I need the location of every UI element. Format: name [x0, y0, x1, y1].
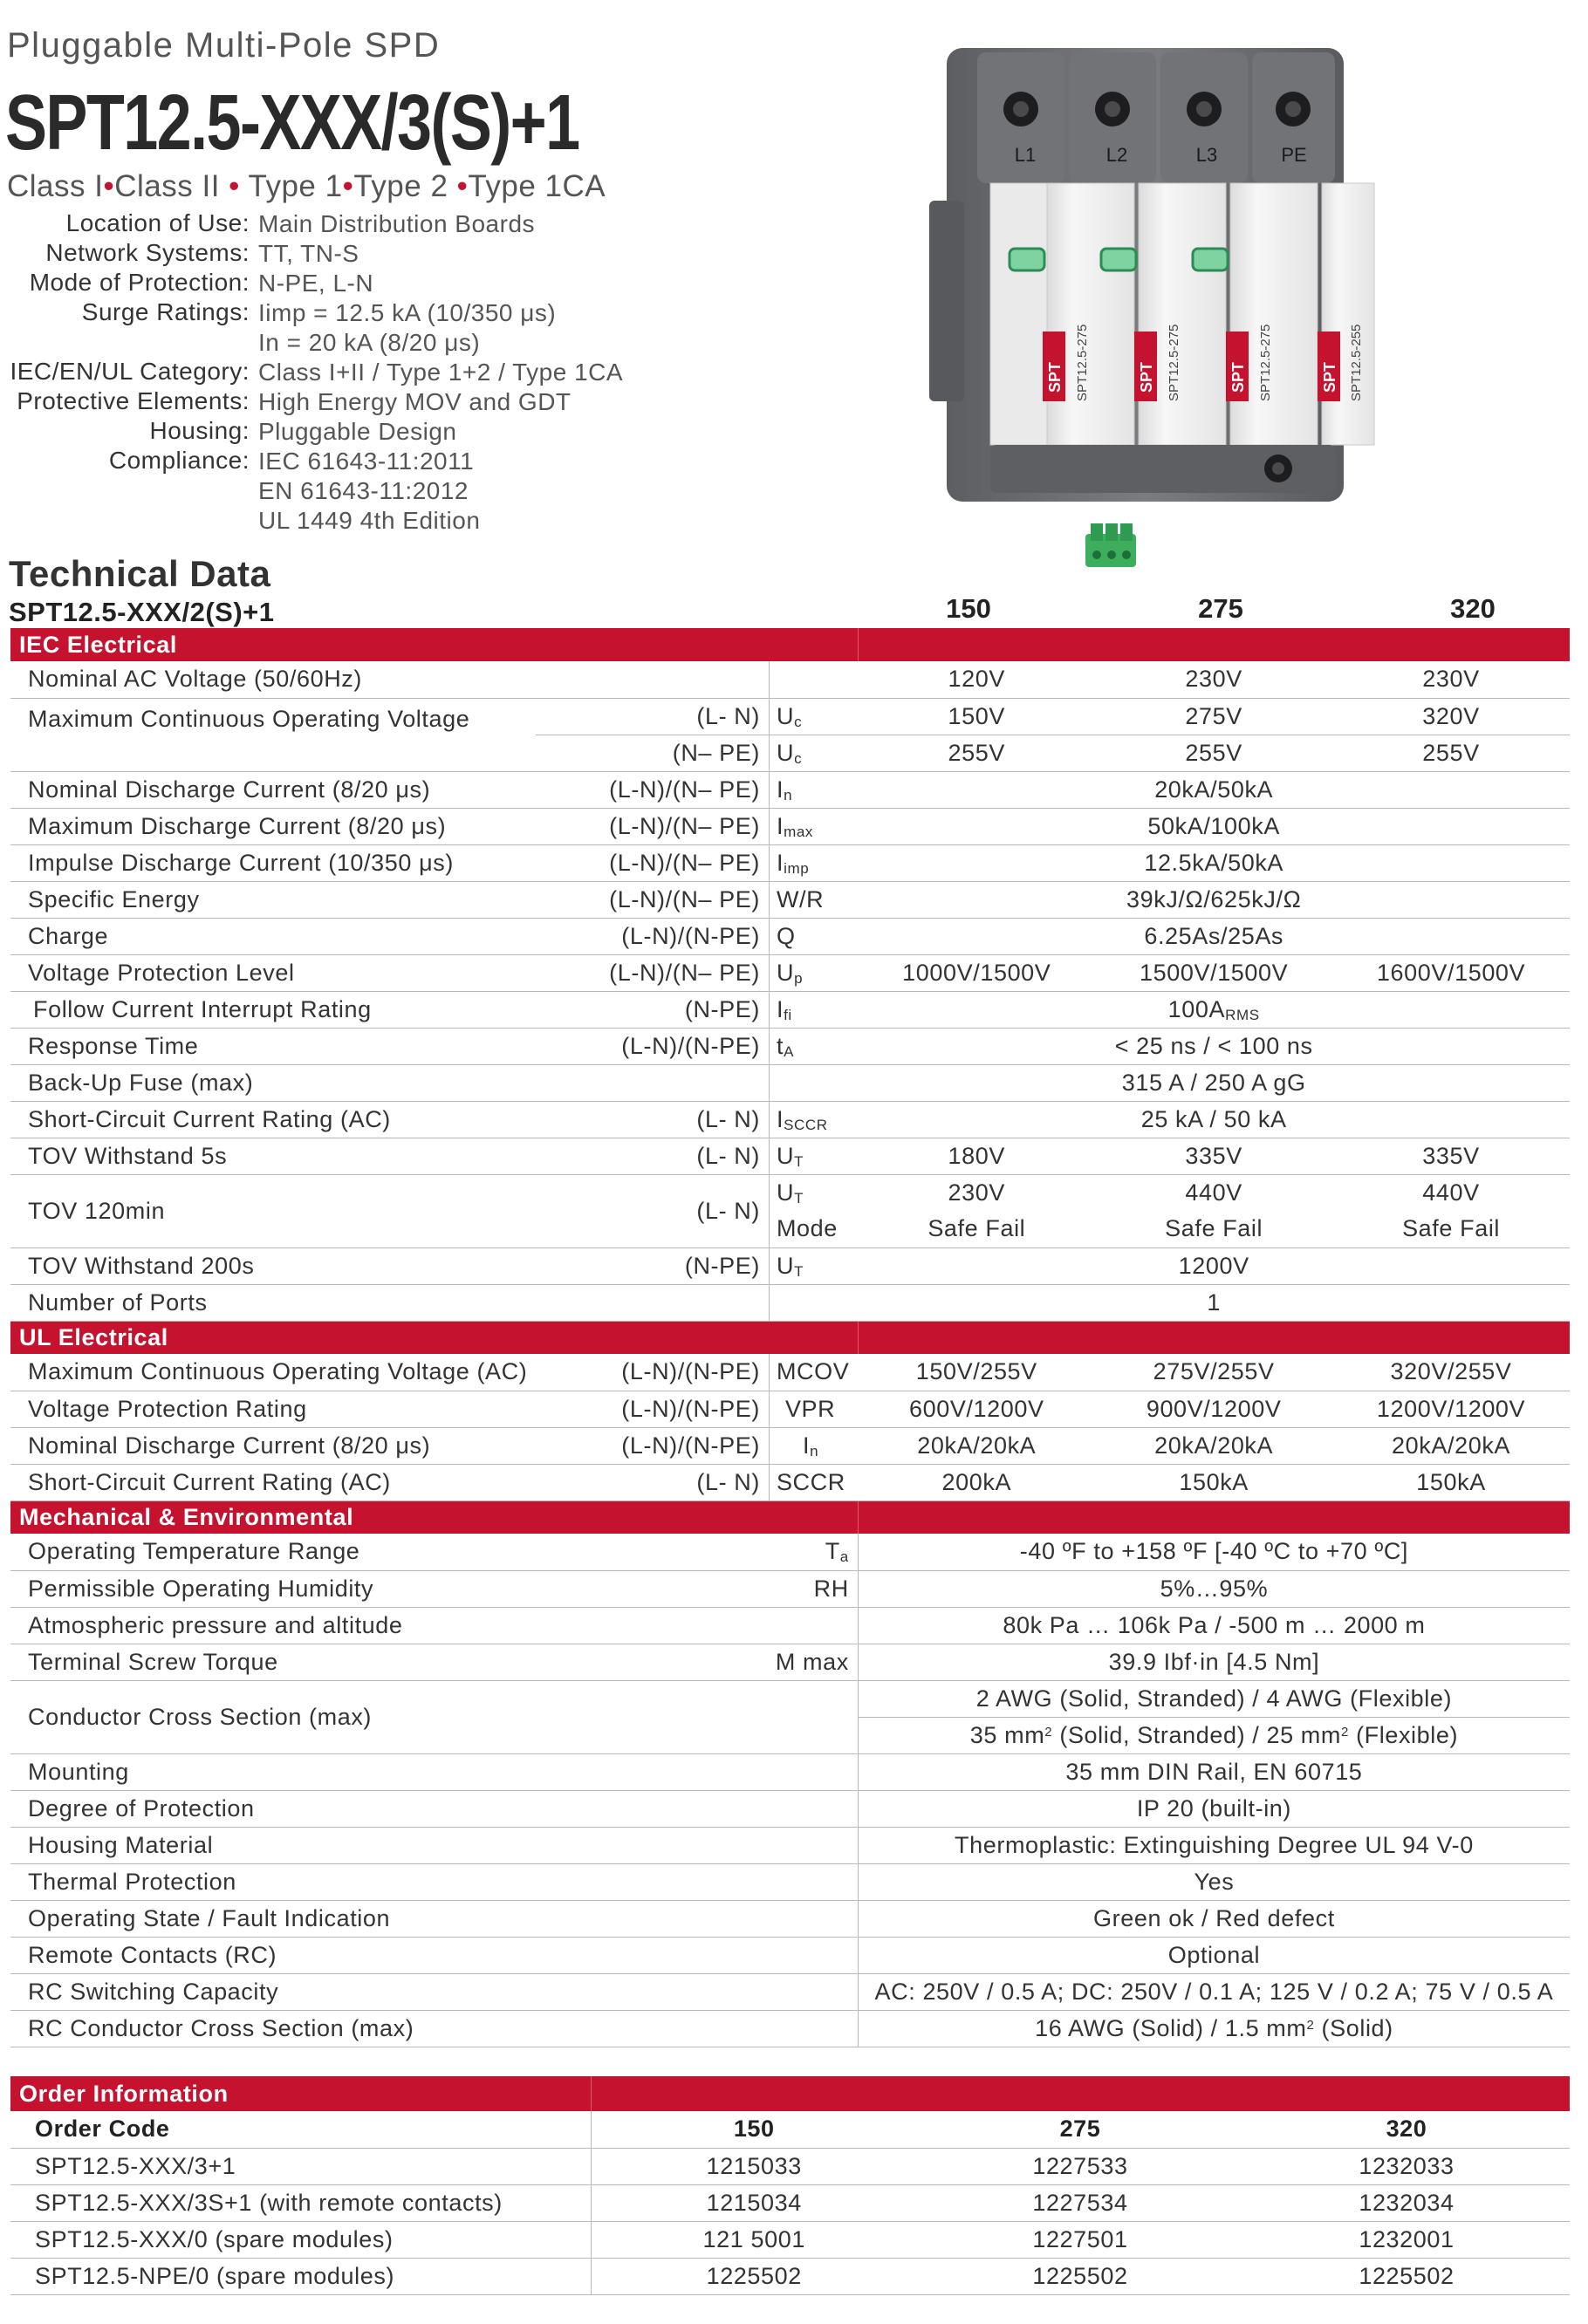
param-condition: (N-PE)	[536, 1247, 769, 1284]
product-photo	[929, 35, 1405, 523]
table-row	[10, 918, 1570, 954]
table-row	[10, 2221, 1570, 2258]
param-value: 20kA/20kA	[1332, 1427, 1570, 1464]
param-value: 230V	[948, 1179, 1006, 1206]
order-code: 1232033	[1243, 2148, 1570, 2184]
screw-icon	[1285, 101, 1301, 117]
order-code-header: Order Code	[10, 2111, 591, 2148]
param-value: 2 AWG (Solid, Stranded) / 4 AWG (Flexible)	[858, 1680, 1570, 1717]
spec-label: Surge Ratings:	[81, 298, 250, 325]
param-condition: (L- N)	[536, 698, 769, 735]
param-symbol: I	[776, 1105, 784, 1132]
class-types	[7, 169, 606, 204]
module	[1230, 183, 1318, 445]
param-name: Degree of Protection	[10, 1790, 536, 1827]
param-symbol-sub: c	[794, 713, 803, 730]
spec-label: Housing:	[149, 417, 250, 444]
table-header-row	[10, 2111, 1570, 2148]
param-value: 150kA	[1095, 1464, 1332, 1500]
module-model: SPT12.5-255	[1349, 324, 1364, 401]
param-name: Maximum Discharge Current (8/20 μs)	[10, 808, 536, 844]
param-name: Back-Up Fuse (max)	[10, 1064, 536, 1101]
param-condition: (N-PE)	[536, 991, 769, 1028]
order-code: 1215033	[591, 2148, 917, 2184]
screw-icon	[1013, 101, 1029, 117]
param-value: Yes	[858, 1863, 1570, 1900]
param-condition: (L- N)	[536, 1101, 769, 1138]
status-indicator-icon	[1010, 249, 1044, 270]
module	[990, 183, 1047, 445]
spec-value: Pluggable Design	[258, 418, 457, 445]
table-row	[10, 1863, 1570, 1900]
order-information-table	[10, 2076, 1570, 2295]
param-value: Thermoplastic: Extinguishing Degree UL 94 V-0	[858, 1827, 1570, 1863]
param-symbol: I	[776, 776, 784, 803]
param-symbol: U	[776, 1179, 795, 1206]
param-value: 150V/255V	[858, 1354, 1095, 1391]
column-header: 275	[1198, 593, 1243, 624]
section-title: IEC Electrical	[10, 628, 858, 661]
brand-logo: SPT	[1138, 361, 1155, 393]
table-row	[10, 881, 1570, 918]
terminal-block	[977, 52, 1335, 183]
column-header: 150	[946, 593, 991, 624]
param-value: 230V	[1095, 661, 1332, 698]
param-value: 39kJ/Ω/625kJ/Ω	[858, 881, 1570, 918]
param-symbol-sub: A	[784, 1042, 795, 1060]
param-value: 1500V/1500V	[1095, 954, 1332, 991]
param-value: (Solid, Stranded) / 25 mm	[1059, 1721, 1341, 1748]
table-row	[10, 1570, 1570, 1607]
section-header-ul	[10, 1321, 1570, 1354]
param-symbol: M max	[536, 1644, 858, 1680]
param-symbol-sub: a	[839, 1548, 849, 1566]
param-value: 6.25As/25As	[858, 918, 1570, 954]
param-name: TOV Withstand 5s	[10, 1138, 536, 1174]
param-name: TOV Withstand 200s	[10, 1247, 536, 1284]
param-name: RC Conductor Cross Section (max)	[10, 2010, 536, 2047]
table-row	[10, 1900, 1570, 1937]
param-value: Safe Fail	[858, 1211, 1095, 1247]
section-title: Mechanical & Environmental	[10, 1500, 858, 1534]
param-value: 1200V/1200V	[1332, 1391, 1570, 1427]
param-condition: (L-N)/(N– PE)	[536, 808, 769, 844]
order-code: 1225502	[917, 2258, 1243, 2294]
superscript: 2	[1341, 1724, 1349, 1740]
param-symbol: U	[776, 959, 795, 986]
param-symbol: I	[776, 812, 784, 839]
spec-compliance	[7, 447, 810, 536]
superscript: 2	[1044, 1724, 1053, 1740]
param-value: 335V	[1332, 1138, 1570, 1174]
spec-value: In = 20 kA (8/20 μs)	[258, 329, 481, 356]
param-value: 275V	[1095, 698, 1332, 735]
param-value: 20kA/50kA	[858, 771, 1570, 808]
order-name: SPT12.5-XXX/0 (spare modules)	[10, 2221, 591, 2258]
table-row	[10, 1427, 1570, 1464]
bullet-icon: •	[342, 169, 354, 203]
param-value: 1	[858, 1284, 1570, 1321]
param-condition: (N– PE)	[536, 735, 769, 771]
param-value: 1600V/1500V	[1332, 954, 1570, 991]
pluggable-modules	[990, 183, 1374, 445]
table-row	[10, 1937, 1570, 1973]
superscript: 2	[1306, 2017, 1315, 2033]
param-name: Voltage Protection Level	[10, 954, 536, 991]
param-symbol-sub: SCCR	[784, 1116, 828, 1133]
param-symbol: I	[776, 849, 784, 876]
status-indicator-icon	[1101, 249, 1136, 270]
param-value: 600V/1200V	[858, 1391, 1095, 1427]
param-condition: (L-N)/(N-PE)	[536, 1354, 769, 1391]
table-row	[10, 1790, 1570, 1827]
param-condition: (L-N)/(N-PE)	[536, 1391, 769, 1427]
module	[1322, 183, 1374, 445]
param-name: Operating Temperature Range	[10, 1534, 536, 1570]
order-code: 1227533	[917, 2148, 1243, 2184]
param-symbol: U	[776, 1142, 795, 1169]
param-value: 150kA	[1332, 1464, 1570, 1500]
param-symbol: VPR	[769, 1391, 858, 1427]
table-row	[10, 2258, 1570, 2294]
param-symbol-sub: n	[810, 1442, 819, 1459]
class-item: Type 1	[239, 169, 343, 203]
table-row	[10, 954, 1570, 991]
technical-model: SPT12.5-XXX/2(S)+1	[9, 597, 275, 627]
param-symbol-sub: imp	[784, 859, 810, 877]
param-name: Nominal Discharge Current (8/20 μs)	[10, 1427, 536, 1464]
param-condition: (L- N)	[536, 1138, 769, 1174]
table-row	[10, 1680, 1570, 1717]
table-row	[10, 1753, 1570, 1790]
param-condition: (L- N)	[536, 1174, 769, 1247]
technical-data-title: Technical Data	[9, 553, 271, 594]
spec-label: IEC/EN/UL Category:	[10, 358, 250, 385]
param-name: Short-Circuit Current Rating (AC)	[10, 1464, 536, 1500]
spec-location	[7, 209, 810, 239]
spec-value: N-PE, L-N	[258, 270, 374, 297]
table-row	[10, 991, 1570, 1028]
param-name: Remote Contacts (RC)	[10, 1937, 536, 1973]
param-value: 20kA/20kA	[858, 1427, 1095, 1464]
order-name: SPT12.5-NPE/0 (spare modules)	[10, 2258, 591, 2294]
spec-value: Iimp = 12.5 kA (10/350 μs)	[258, 299, 557, 326]
param-symbol-sub: fi	[784, 1006, 792, 1023]
spec-label: Compliance:	[108, 447, 250, 474]
param-symbol: t	[776, 1032, 784, 1059]
screw-icon	[1196, 101, 1212, 117]
param-symbol-sub: n	[784, 786, 793, 803]
param-symbol: RH	[536, 1570, 858, 1607]
param-value: (Flexible)	[1356, 1721, 1459, 1748]
param-name: Permissible Operating Humidity	[10, 1570, 536, 1607]
table-row	[10, 1354, 1570, 1391]
brand-logo: SPT	[1321, 361, 1338, 393]
param-value: 120V	[858, 661, 1095, 698]
din-clip	[929, 201, 964, 401]
class-item: Type 1CA	[468, 169, 606, 203]
param-symbol: Q	[769, 918, 858, 954]
section-title: Order Information	[10, 2076, 591, 2111]
param-condition: (L-N)/(N– PE)	[536, 954, 769, 991]
spec-mode	[7, 269, 810, 298]
param-value: 440V	[1422, 1179, 1480, 1206]
table-row	[10, 1174, 1570, 1211]
product-title: SPT12.5-XXX/3(S)+1	[5, 79, 579, 167]
order-code: 1225502	[1243, 2258, 1570, 2294]
module	[1139, 183, 1226, 445]
spec-value: Main Distribution Boards	[258, 210, 536, 237]
table-row	[10, 1391, 1570, 1427]
param-value: Safe Fail	[1095, 1211, 1332, 1247]
module-model: SPT12.5-275	[1258, 324, 1273, 401]
param-name: Conductor Cross Section (max)	[10, 1680, 536, 1753]
param-symbol: U	[776, 739, 795, 766]
spec-value: Class I+II / Type 1+2 / Type 1CA	[258, 359, 624, 386]
table-row	[10, 698, 1570, 735]
param-value: 1000V/1500V	[858, 954, 1095, 991]
param-symbol-sub: T	[794, 1189, 804, 1206]
terminal-label: L2	[1105, 144, 1128, 166]
param-symbol: MCOV	[769, 1354, 858, 1391]
param-symbol-sub: T	[794, 1152, 804, 1170]
table-row	[10, 1827, 1570, 1863]
param-value: 320V/255V	[1332, 1354, 1570, 1391]
table-row	[10, 1464, 1570, 1500]
spec-surge	[7, 298, 810, 358]
param-value: 12.5kA/50kA	[858, 844, 1570, 881]
table-row	[10, 1247, 1570, 1284]
param-value: 255V	[1095, 735, 1332, 771]
status-indicator-icon	[1193, 249, 1228, 270]
param-value: 335V	[1095, 1138, 1332, 1174]
param-name: Impulse Discharge Current (10/350 μs)	[10, 844, 536, 881]
spec-housing	[7, 417, 810, 447]
param-value: 16 AWG (Solid) / 1.5 mm	[1035, 2014, 1307, 2041]
screw-icon	[1105, 101, 1120, 117]
screw-icon	[1272, 462, 1284, 475]
order-name: SPT12.5-XXX/3+1	[10, 2148, 591, 2184]
order-name: SPT12.5-XXX/3S+1 (with remote contacts)	[10, 2184, 591, 2221]
param-name: Housing Material	[10, 1827, 536, 1863]
table-row	[10, 844, 1570, 881]
param-symbol: W/R	[769, 881, 858, 918]
order-code: 1215034	[591, 2184, 917, 2221]
spec-elements	[7, 387, 810, 417]
table-row	[10, 1644, 1570, 1680]
param-condition: (L-N)/(N– PE)	[536, 844, 769, 881]
param-symbol: T	[825, 1538, 840, 1565]
table-row	[10, 2010, 1570, 2047]
table-row	[10, 1064, 1570, 1101]
param-value: 315 A / 250 A gG	[858, 1064, 1570, 1101]
param-name: Number of Ports	[10, 1284, 536, 1321]
param-name: Voltage Protection Rating	[10, 1391, 536, 1427]
terminal-label: L1	[1014, 144, 1037, 166]
param-condition: (L-N)/(N-PE)	[536, 1427, 769, 1464]
param-symbol: Mode	[769, 1211, 858, 1247]
param-value: 900V/1200V	[1095, 1391, 1332, 1427]
param-condition: (L-N)/(N-PE)	[536, 1028, 769, 1064]
spec-value: High Energy MOV and GDT	[258, 388, 572, 415]
param-value: 150V	[858, 698, 1095, 735]
param-symbol: U	[776, 1252, 795, 1279]
param-condition: (L-N)/(N– PE)	[536, 771, 769, 808]
param-name: Charge	[10, 918, 536, 954]
param-value: 35 mm	[969, 1721, 1045, 1748]
table-row	[10, 1284, 1570, 1321]
bullet-icon: •	[229, 169, 240, 203]
order-code: 1232001	[1243, 2221, 1570, 2258]
spec-network	[7, 239, 810, 269]
brand-logo: SPT	[1229, 361, 1247, 393]
param-value: -40 ºF to +158 ºF [-40 ºC to +70 ºC]	[858, 1534, 1570, 1570]
column-header: 150	[591, 2111, 917, 2148]
order-code: 1225502	[591, 2258, 917, 2294]
param-value: IP 20 (built-in)	[858, 1790, 1570, 1827]
param-value: 180V	[858, 1138, 1095, 1174]
param-value: 320V	[1332, 698, 1570, 735]
param-value: < 25 ns / < 100 ns	[858, 1028, 1570, 1064]
param-value: 39.9 Ibf·in [4.5 Nm]	[858, 1644, 1570, 1680]
param-value: 230V	[1332, 661, 1570, 698]
param-name: Maximum Continuous Operating Voltage (AC)	[10, 1354, 536, 1391]
class-item: Type 2	[353, 169, 457, 203]
order-code: 1227534	[917, 2184, 1243, 2221]
param-name: Follow Current Interrupt Rating	[10, 991, 536, 1028]
param-value: Green ok / Red defect	[858, 1900, 1570, 1937]
spec-label: Network Systems:	[45, 239, 250, 266]
param-symbol-sub: T	[794, 1262, 804, 1280]
param-value: 25 kA / 50 kA	[858, 1101, 1570, 1138]
table-row	[10, 2184, 1570, 2221]
table-row	[10, 1101, 1570, 1138]
order-code: 1232034	[1243, 2184, 1570, 2221]
class-item: Class II	[114, 169, 229, 203]
param-value: 100A	[1167, 995, 1226, 1022]
param-value: (Solid)	[1314, 2014, 1393, 2041]
param-name: Operating State / Fault Indication	[10, 1900, 536, 1937]
param-value: Safe Fail	[1332, 1211, 1570, 1247]
param-name: Thermal Protection	[10, 1863, 536, 1900]
bullet-icon: •	[456, 169, 469, 203]
spec-value: UL 1449 4th Edition	[258, 507, 481, 534]
order-code: 121 5001	[591, 2221, 917, 2258]
param-value: 5%…95%	[858, 1570, 1570, 1607]
product-subtitle: Pluggable Multi-Pole SPD	[7, 26, 441, 65]
section-header-mech	[10, 1500, 1570, 1534]
spec-label: Protective Elements:	[17, 387, 250, 414]
table-row	[10, 1028, 1570, 1064]
order-code: 1227501	[917, 2221, 1243, 2258]
table-row	[10, 808, 1570, 844]
spec-value: IEC 61643-11:2011	[258, 448, 475, 475]
param-value: 440V	[1185, 1179, 1242, 1206]
table-row	[10, 2148, 1570, 2184]
param-value: 200kA	[858, 1464, 1095, 1500]
table-row	[10, 1607, 1570, 1644]
param-name: Nominal AC Voltage (50/60Hz)	[10, 661, 536, 698]
section-header-iec	[10, 628, 1570, 661]
param-condition: (L-N)/(N-PE)	[536, 918, 769, 954]
spec-category	[7, 358, 810, 387]
column-header: 320	[1450, 593, 1496, 624]
param-symbol-sub: c	[794, 749, 803, 767]
module-model: SPT12.5-275	[1075, 324, 1090, 401]
param-name: Maximum Continuous Operating Voltage	[10, 698, 536, 771]
param-name: Nominal Discharge Current (8/20 μs)	[10, 771, 536, 808]
brand-logo: SPT	[1046, 361, 1064, 393]
param-name: RC Switching Capacity	[10, 1973, 536, 2010]
section-title: UL Electrical	[10, 1321, 858, 1354]
technical-data-table	[10, 628, 1570, 2047]
param-value: 35 mm DIN Rail, EN 60715	[858, 1753, 1570, 1790]
table-row	[10, 661, 1570, 698]
param-value: AC: 250V / 0.5 A; DC: 250V / 0.1 A; 125 V / 0.2 A; 75 V / 0.5 A	[858, 1973, 1570, 2010]
table-row	[10, 771, 1570, 808]
param-symbol: SCCR	[769, 1464, 858, 1500]
param-name: Mounting	[10, 1753, 536, 1790]
param-value: Optional	[858, 1937, 1570, 1973]
terminal-label: L3	[1195, 144, 1218, 166]
param-name: Response Time	[10, 1028, 536, 1064]
param-name: Terminal Screw Torque	[10, 1644, 536, 1680]
param-symbol: U	[776, 702, 795, 729]
table-row	[10, 1534, 1570, 1570]
param-name: Specific Energy	[10, 881, 536, 918]
param-value: 275V/255V	[1095, 1354, 1332, 1391]
param-value: 50kA/100kA	[858, 808, 1570, 844]
param-condition: (L-N)/(N– PE)	[536, 881, 769, 918]
table-row	[10, 1138, 1570, 1174]
spec-value: EN 61643-11:2012	[258, 477, 469, 504]
param-condition: (L- N)	[536, 1464, 769, 1500]
column-header: 320	[1243, 2111, 1570, 2148]
param-name: Atmospheric pressure and altitude	[10, 1607, 536, 1644]
param-value: 80k Pa … 106k Pa / -500 m … 2000 m	[858, 1607, 1570, 1644]
module-model: SPT12.5-275	[1167, 324, 1181, 401]
param-value: 255V	[1332, 735, 1570, 771]
param-name: Short-Circuit Current Rating (AC)	[10, 1101, 536, 1138]
spec-value: TT, TN-S	[258, 240, 359, 267]
param-value: 20kA/20kA	[1095, 1427, 1332, 1464]
param-value: 1200V	[858, 1247, 1570, 1284]
param-value-sub: RMS	[1225, 1006, 1260, 1023]
section-header-order	[10, 2076, 1570, 2111]
terminal-label: PE	[1281, 144, 1307, 166]
param-symbol-sub: p	[794, 969, 804, 987]
class-item: Class I	[7, 169, 104, 203]
param-value: 255V	[858, 735, 1095, 771]
param-symbol: I	[776, 995, 784, 1022]
module	[1047, 183, 1134, 445]
spec-label: Mode of Protection:	[29, 269, 250, 296]
param-name: TOV 120min	[10, 1174, 536, 1247]
param-symbol-sub: max	[784, 823, 813, 840]
key-specs	[7, 209, 810, 536]
bullet-icon: •	[103, 169, 115, 203]
rc-connector-icon	[1082, 522, 1140, 572]
spec-label: Location of Use:	[65, 209, 250, 236]
column-header: 275	[917, 2111, 1243, 2148]
table-row	[10, 1973, 1570, 2010]
param-symbol: I	[802, 1432, 811, 1459]
